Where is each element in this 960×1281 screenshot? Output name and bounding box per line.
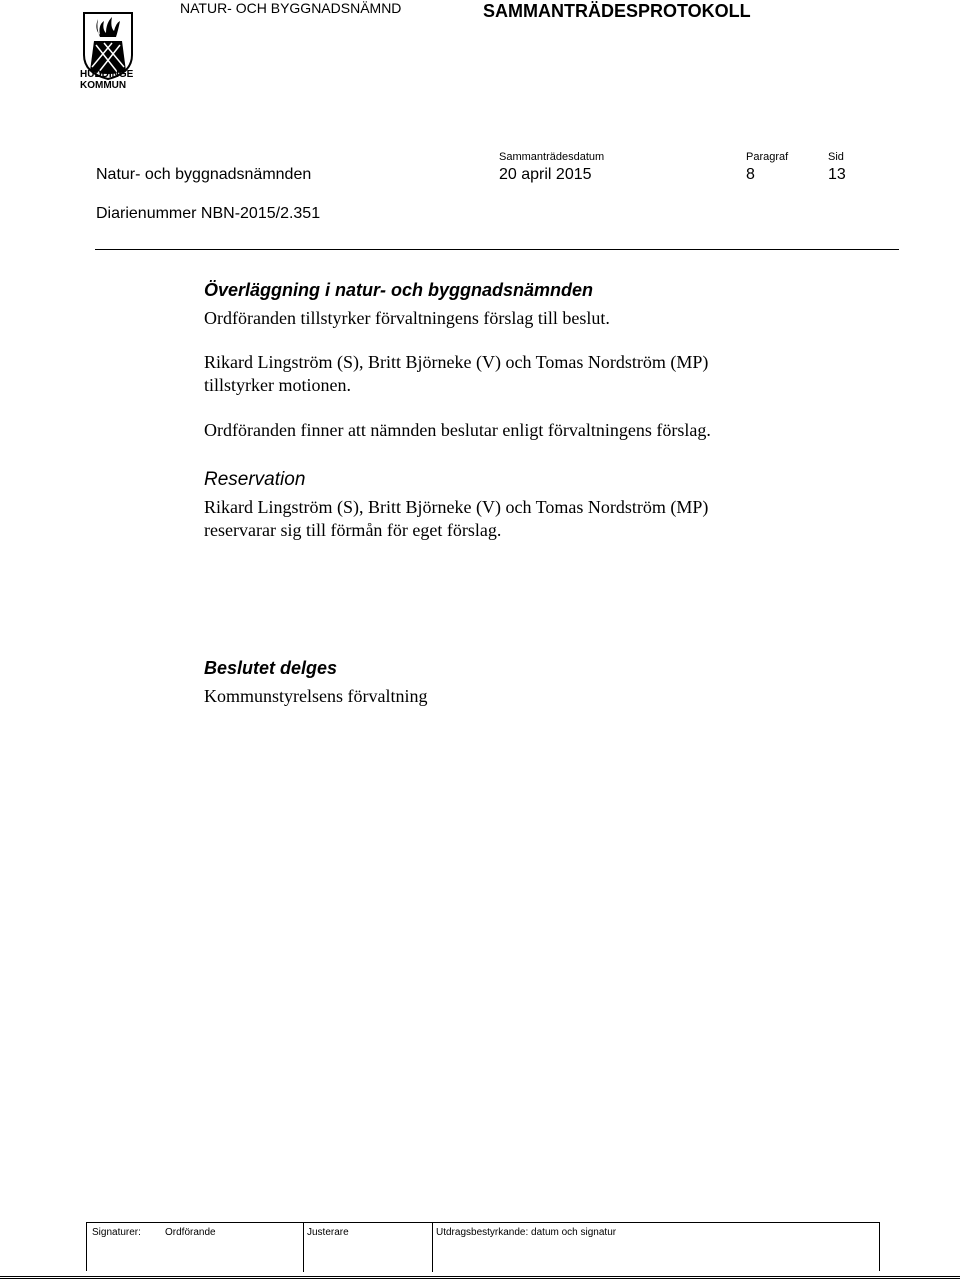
page-label: Sid: [828, 151, 844, 163]
adjuster-signature-label: Justerare: [307, 1227, 349, 1238]
paragraph-number: 8: [746, 166, 755, 183]
protocol-title: SAMMANTRÄDESPROTOKOLL: [483, 1, 751, 21]
reservation-heading: Reservation: [204, 469, 306, 490]
delivered-heading: Beslutet delges: [204, 658, 338, 678]
diary-number: Diarienummer NBN-2015/2.351: [96, 205, 321, 222]
footer-rule: [0, 1278, 960, 1279]
deliberation-heading: Överläggning i natur- och byggnadsnämnden: [204, 280, 594, 300]
paragraph-2-line-1: Rikard Lingström (S), Britt Björneke (V) och Tomas Nordström (MP): [204, 352, 709, 372]
footer-rule: [0, 1276, 960, 1277]
paragraph-label: Paragraf: [746, 151, 789, 163]
date-label: Sammanträdesdatum: [499, 151, 605, 163]
signatures-label: Signaturer:: [92, 1227, 141, 1238]
committee-name: NATUR- OCH BYGGNADSNÄMND: [180, 0, 402, 16]
extract-certification-label: Utdragsbestyrkande: datum och signatur: [436, 1227, 617, 1238]
chair-signature-label: Ordförande: [165, 1227, 216, 1238]
logo-text: HUDDINGE KOMMUN: [80, 69, 134, 91]
body-name: Natur- och byggnadsnämnden: [96, 166, 312, 183]
reservation-line-1: Rikard Lingström (S), Britt Björneke (V) och Tomas Nordström (MP): [204, 497, 709, 517]
meeting-date: 20 april 2015: [499, 166, 592, 183]
paragraph-3: Ordföranden finner att nämnden beslutar enligt förvaltningens förslag.: [204, 420, 711, 440]
header-divider: [95, 249, 899, 250]
signature-divider: [432, 1222, 433, 1272]
page-number: 13: [828, 166, 846, 183]
paragraph-1: Ordföranden tillstyrker förvaltningens förslag till beslut.: [204, 308, 610, 328]
delivered-to: Kommunstyrelsens förvaltning: [204, 686, 428, 706]
signature-divider: [303, 1222, 304, 1272]
paragraph-2-line-2: tillstyrker motionen.: [204, 375, 351, 395]
reservation-line-2: reservarar sig till förmån för eget förslag.: [204, 520, 502, 540]
